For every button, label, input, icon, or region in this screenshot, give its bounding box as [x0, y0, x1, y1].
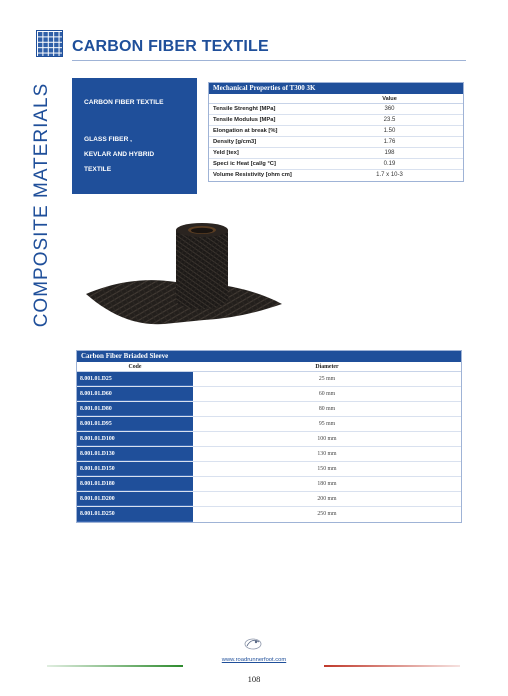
- product-diameter: 250 mm: [317, 511, 337, 517]
- footer-red-line: [324, 665, 460, 667]
- product-code: 8.001.01.D130: [77, 447, 193, 461]
- side-title: COMPOSITE MATERIALS: [31, 82, 52, 328]
- table-row: [209, 159, 463, 170]
- product-diameter: 180 mm: [317, 481, 337, 487]
- property-label: Tensile Strenght [MPa]: [213, 106, 276, 112]
- property-value: 198: [384, 150, 395, 156]
- property-value: 1.50: [383, 128, 396, 134]
- category-carbon-fiber-textile: CARBON FIBER TEXTILE: [84, 99, 164, 106]
- property-value: 23.5: [383, 117, 396, 123]
- product-diameter: 25 mm: [318, 376, 336, 382]
- mechanical-properties-table: [208, 82, 464, 182]
- property-label: Volume Resistivity [ohm cm]: [213, 172, 292, 178]
- table-row: [77, 507, 461, 522]
- code-column-header: Code: [128, 364, 142, 370]
- property-label: Speci ic Heat [cal/g °C]: [213, 161, 276, 167]
- table-row: [77, 402, 461, 417]
- property-value: 360: [384, 106, 395, 112]
- carbon-fiber-sleeve-photo: [84, 222, 284, 332]
- table-row: [77, 372, 461, 387]
- table-row: [77, 417, 461, 432]
- sleeve-table-title: Carbon Fiber Briaded Sleeve: [77, 351, 461, 362]
- product-code: 8.001.01.D250: [77, 507, 193, 522]
- product-code: 8.001.01.D200: [77, 492, 193, 506]
- property-value: 1.7 x 10-3: [376, 172, 403, 178]
- page-number: 108: [247, 674, 261, 684]
- table-row: [77, 447, 461, 462]
- table-row: [209, 170, 463, 181]
- property-value: 1.76: [383, 139, 396, 145]
- product-diameter: 60 mm: [318, 391, 336, 397]
- category-kevlar-hybrid: KEVLAR AND HYBRID: [84, 151, 155, 158]
- product-diameter: 200 mm: [317, 496, 337, 502]
- product-code: 8.001.01.D180: [77, 477, 193, 491]
- product-code: 8.001.01.D150: [77, 462, 193, 476]
- diameter-column-header: Diameter: [315, 364, 339, 370]
- property-column-header: [209, 94, 316, 103]
- table-row: [77, 477, 461, 492]
- sleeve-table-header: [77, 362, 461, 372]
- category-glass-fiber: GLASS FIBER ,: [84, 136, 132, 143]
- product-code: 8.001.01.D60: [77, 387, 193, 401]
- braided-sleeve-table: [76, 350, 462, 523]
- table-row: [209, 126, 463, 137]
- grid-logo-icon: [36, 30, 63, 57]
- table-row: [77, 432, 461, 447]
- table-row: [209, 104, 463, 115]
- value-column-header: Value: [382, 96, 397, 102]
- property-value: 0.19: [383, 161, 396, 167]
- property-label: Yeld [tex]: [213, 150, 239, 156]
- page-title: CARBON FIBER TEXTILE: [72, 38, 269, 55]
- product-diameter: 100 mm: [317, 436, 337, 442]
- table-row: [77, 387, 461, 402]
- table-row: [77, 462, 461, 477]
- property-label: Density [g/cm3]: [213, 139, 257, 145]
- footer-green-line: [47, 665, 183, 667]
- property-label: Tensile Modulus [MPa]: [213, 117, 276, 123]
- category-textile: TEXTILE: [84, 166, 112, 173]
- table-row: [209, 148, 463, 159]
- product-diameter: 95 mm: [318, 421, 336, 427]
- product-diameter: 150 mm: [317, 466, 337, 472]
- table-row: [209, 137, 463, 148]
- product-diameter: 130 mm: [317, 451, 337, 457]
- footer-website-link[interactable]: www.roadrunnerfoot.com: [221, 657, 287, 663]
- title-divider: [72, 60, 466, 61]
- mechanical-table-title: Mechanical Properties of T300 3K: [209, 83, 463, 94]
- table-row: [77, 492, 461, 507]
- category-panel: [72, 78, 197, 194]
- product-code: 8.001.01.D95: [77, 417, 193, 431]
- roadrunner-logo-icon: [243, 636, 263, 652]
- property-label: Elongation at break [%]: [213, 128, 278, 134]
- mechanical-table-header: [209, 94, 463, 104]
- side-title-container: [22, 60, 62, 350]
- product-code: 8.001.01.D25: [77, 372, 193, 386]
- product-code: 8.001.01.D80: [77, 402, 193, 416]
- product-diameter: 80 mm: [318, 406, 336, 412]
- product-code: 8.001.01.D100: [77, 432, 193, 446]
- table-row: [209, 115, 463, 126]
